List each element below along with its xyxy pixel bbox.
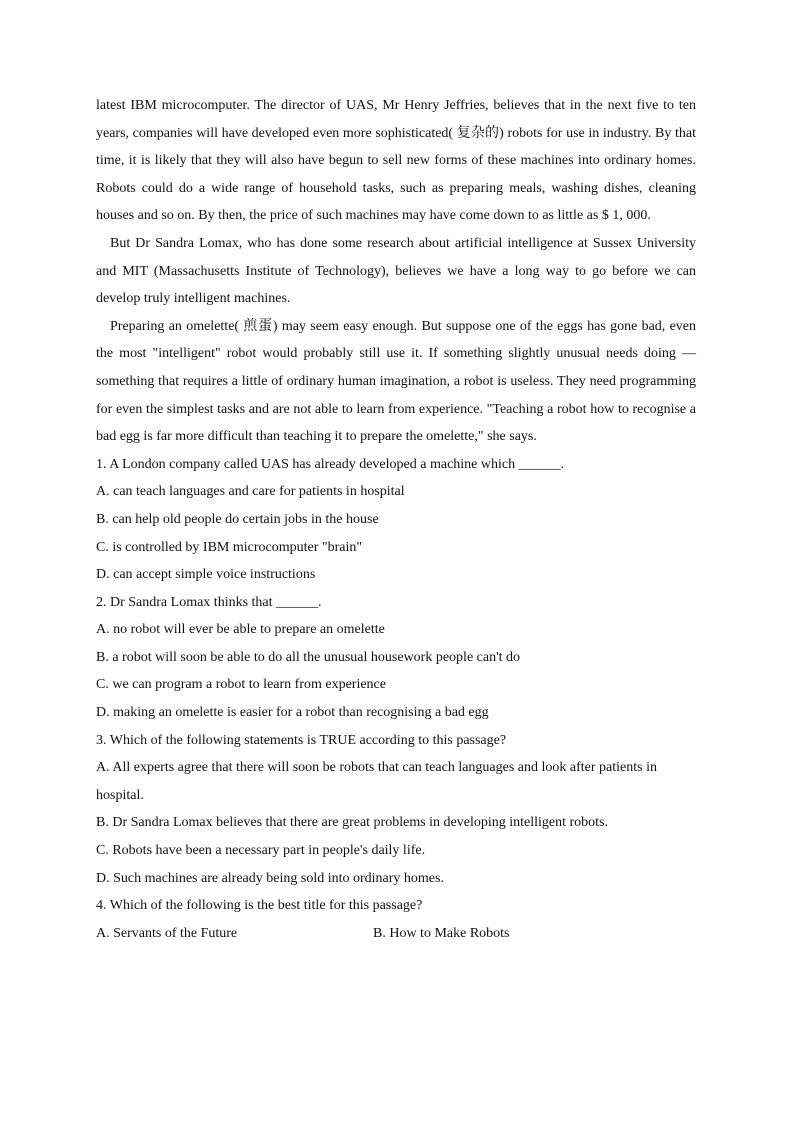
question-stem: 2. Dr Sandra Lomax thinks that ______. xyxy=(96,594,322,610)
document-content xyxy=(96,92,696,947)
option-d: D. making an omelette is easier for a robot than recognising a bad egg xyxy=(96,705,489,721)
option-c: C. Robots have been a necessary part in people's daily life. xyxy=(96,843,426,859)
option-a: A. All experts agree that there will soon be robots that can teach languages and look after patients in hospital. xyxy=(96,760,657,803)
option-d: D. Such machines are already being sold into ordinary homes. xyxy=(96,870,444,886)
option-c: C. is controlled by IBM microcomputer "brain" xyxy=(96,539,363,555)
question-4 xyxy=(96,892,696,947)
passage-paragraph-1: latest IBM microcomputer. The director of UAS, Mr Henry Jeffries, believes that in the next five to ten years, companies will have developed even more sophisticated( 复杂的) robots for use in industry. By that time, it is likely that they will also have begun to sell new forms of these machines into ordinary homes. Robots could do a wide range of household tasks, such as preparing meals, washing dishes, cleaning houses and so on. By then, the price of such machines may have come down to as little as $ 1, 000. xyxy=(96,98,696,224)
question-1 xyxy=(96,451,696,589)
question-2 xyxy=(96,589,696,727)
option-row xyxy=(96,920,696,948)
option-b: B. How to Make Robots xyxy=(373,925,510,941)
passage-paragraph-3: Preparing an omelette( 煎蛋) may seem easy enough. But suppose one of the eggs has gone bad, even the most "intelligent" robot would probably still use it. If something slightly unusual needs doing —something that requires a little of ordinary human imagination, a robot is useless. They need programming for even the simplest tasks and are not able to learn from experience. "Teaching a robot how to recognise a bad egg is far more difficult than teaching it to prepare the omelette," she says. xyxy=(96,318,696,445)
option-d: D. can accept simple voice instructions xyxy=(96,567,316,583)
passage-paragraph-2: But Dr Sandra Lomax, who has done some research about artificial intelligence at Sussex University and MIT (Massachusetts Institute of Technology), believes we have a long way to go before we can develop truly intelligent machines. xyxy=(96,235,696,307)
option-c: C. we can program a robot to learn from experience xyxy=(96,677,386,693)
option-a: A. Servants of the Future xyxy=(96,925,238,941)
option-b: B. can help old people do certain jobs in the house xyxy=(96,511,379,527)
option-b: B. a robot will soon be able to do all the unusual housework people can't do xyxy=(96,649,520,665)
question-3 xyxy=(96,727,696,893)
question-stem: 3. Which of the following statements is TRUE according to this passage? xyxy=(96,732,507,748)
question-stem: 4. Which of the following is the best title for this passage? xyxy=(96,898,423,914)
option-a: A. no robot will ever be able to prepare an omelette xyxy=(96,622,385,638)
option-b: B. Dr Sandra Lomax believes that there are great problems in developing intelligent robots. xyxy=(96,815,609,831)
option-a: A. can teach languages and care for patients in hospital xyxy=(96,484,405,500)
question-stem: 1. A London company called UAS has already developed a machine which ______. xyxy=(96,456,565,472)
